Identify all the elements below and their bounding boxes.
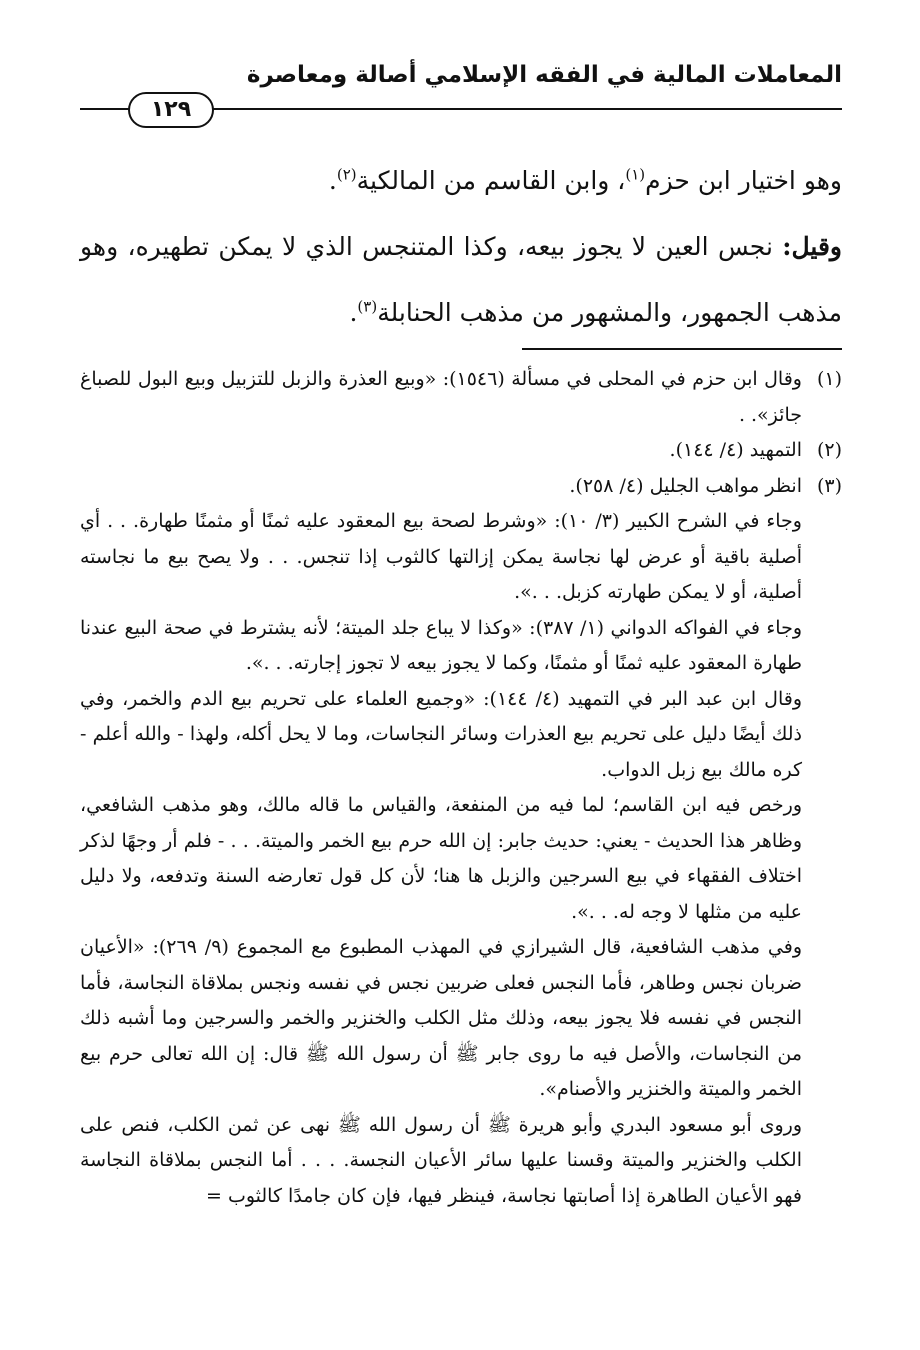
- footnote-3-number: (٣): [816, 474, 842, 497]
- footnotes: [80, 362, 842, 1214]
- main-text: [80, 148, 842, 346]
- running-title: المعاملات المالية في الفقه الإسلامي أصالة ومعاصرة: [246, 62, 842, 88]
- p1-text: وهو اختيار ابن حزم: [645, 166, 842, 195]
- footnote-ref-2: (٢): [336, 165, 357, 184]
- footnote-2-text: التمهيد (٤/ ١٤٤).: [669, 439, 802, 461]
- p2-lead: وقيل:: [782, 232, 842, 261]
- footnote-3-para-1: وجاء في الشرح الكبير (٣/ ١٠): «وشرط لصحة بيع المعقود عليه ثمنًا أو مثمنًا طهارة. . . أي أصلية باقية أو عرض لها نجاسة يمكن إزالتها كالثوب إذا تنجس. . . ولا يصح بيع ما نجاسته أصلية، أو لا يمكن طهارته كزبل. . .».: [80, 510, 802, 603]
- footnote-3-para-6: وروى أبو مسعود البدري وأبو هريرة ﷺ أن رسول الله ﷺ نهى عن ثمن الكلب، فنص على الكلب والخنزير والميتة وقسنا عليها سائر الأعيان النجسة. . . . أما النجس بملاقاة النجاسة فهو الأعيان الطاهرة إذا أصابتها نجاسة، فينظر فيها، فإن كان جامدًا كالثوب =: [80, 1113, 802, 1207]
- p1-end: .: [328, 166, 337, 195]
- footnote-1-text: وقال ابن حزم في المحلى في مسألة (١٥٤٦): «وبيع العذرة والزبل للتزبيل وبيع البول للصباغ جائز». .: [80, 368, 802, 426]
- footnote-3-para-4: ورخص فيه ابن القاسم؛ لما فيه من المنفعة، والقياس ما قاله مالك، وهو مذهب الشافعي، وظاهر هذا الحديث - يعني: حديث جابر: إن الله حرم بيع الخمر والميتة. . . - فلم أر وجهًا لذكر اختلاف الفقهاء في بيع السرجين والزبل ها هنا؛ لأن كل قول تعارضه السنة وتدفعه، ولا دليل عليه من مثلها لا وجه له. . .».: [80, 794, 802, 923]
- footnote-1: [80, 362, 842, 433]
- header-rule-left: [80, 108, 130, 110]
- p1-mid: ، وابن القاسم من المالكية: [356, 166, 626, 195]
- footnote-ref-1: (١): [625, 165, 646, 184]
- paragraph-1: [80, 148, 842, 214]
- header-rule: [210, 108, 842, 110]
- footnote-3: [80, 469, 842, 505]
- footnote-3-para-2: وجاء في الفواكه الدواني (١/ ٣٨٧): «وكذا لا يباع جلد الميتة؛ لأنه يشترط في صحة البيع عندنا طهارة المعقود عليه ثمنًا أو مثمنًا، وكما لا يجوز بيعه لا تجوز إجارته. . .».: [80, 616, 802, 674]
- footnote-3-para-3: وقال ابن عبد البر في التمهيد (٤/ ١٤٤): «وجميع العلماء على تحريم بيع الدم والخمر، وفي ذلك أيضًا دليل على تحريم بيع العذرات وسائر النجاسات، وما لا يحل أكله، ولهذا - والله أعلم - كره مالك بيع زبل الدواب.: [80, 687, 802, 781]
- footnote-ref-3: (٣): [357, 297, 378, 316]
- footnote-3-text: انظر مواهب الجليل (٤/ ٢٥٨).: [569, 474, 802, 497]
- footnote-separator: [522, 348, 842, 350]
- footnote-2-number: (٢): [816, 439, 842, 461]
- footnote-3-para-5: وفي مذهب الشافعية، قال الشيرازي في المهذب المطبوع مع المجموع (٩/ ٢٦٩): «الأعيان ضربان نجس وطاهر، فأما النجس فعلى ضربين نجس في نفسه ونجس بملاقاة النجاسة، فأما النجس في نفسه فلا يجوز بيعه، وذلك مثل الكلب والخنزير والخمر والسرجين وما أشبه ذلك من النجاسات، والأصل فيه ما روى جابر ﷺ أن رسول الله ﷺ قال: إن الله تعالى حرم بيع الخمر والميتة والخنزير والأصنام».: [80, 936, 802, 1100]
- footnote-1-number: (١): [816, 368, 842, 390]
- footnote-2: [80, 433, 842, 469]
- p2-end: .: [349, 298, 358, 327]
- page-number: ١٢٩: [128, 92, 214, 128]
- footnote-3-continuation: [80, 504, 842, 1214]
- p2-text: نجس العين لا يجوز بيعه، وكذا المتنجس الذي لا يمكن تطهيره، وهو مذهب الجمهور، والمشهور من مذهب الحنابلة: [80, 232, 842, 327]
- paragraph-2: [80, 214, 842, 346]
